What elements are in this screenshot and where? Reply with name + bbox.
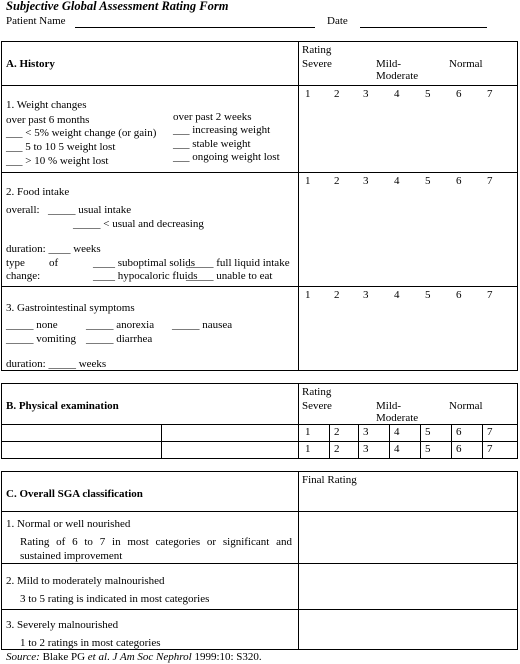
rating-number-7[interactable]: 7: [487, 175, 493, 187]
weight-option[interactable]: ___ > 10 % weight lost: [6, 155, 109, 167]
rating-number-4[interactable]: 4: [394, 88, 400, 100]
food-option[interactable]: _____ usual intake: [48, 204, 132, 216]
rating-number-6[interactable]: 6: [456, 289, 462, 301]
mild-label: Mild-: [376, 400, 402, 412]
rating-number-2[interactable]: 2: [334, 289, 340, 301]
rating-number-1[interactable]: 1: [305, 426, 311, 438]
class-mild-desc: 3 to 5 rating is indicated in most categories: [20, 593, 210, 605]
class-normal-title: 1. Normal or well nourished: [6, 518, 131, 530]
rating-number-5[interactable]: 5: [425, 443, 431, 455]
gi-duration[interactable]: duration: _____ weeks: [6, 358, 107, 370]
final-rating-mild-cell[interactable]: [300, 564, 517, 608]
gi-symptoms-title: 3. Gastrointestinal symptoms: [6, 302, 135, 314]
rating-number-5[interactable]: 5: [425, 426, 431, 438]
normal-label: Normal: [449, 400, 483, 412]
scale-cell-divider: [358, 441, 359, 459]
rating-number-2[interactable]: 2: [334, 88, 340, 100]
rating-number-1[interactable]: 1: [305, 88, 311, 100]
weight-changes-title: 1. Weight changes: [6, 99, 87, 111]
food-option[interactable]: _____ full liquid intake: [186, 257, 290, 269]
scale-cell-divider: [482, 441, 483, 459]
date-field[interactable]: [360, 27, 487, 28]
rating-number-4[interactable]: 4: [394, 426, 400, 438]
class-mild-title: 2. Mild to moderately malnourished: [6, 575, 165, 587]
rating-number-1[interactable]: 1: [305, 443, 311, 455]
rating-number-2[interactable]: 2: [334, 426, 340, 438]
overall-heading: C. Overall SGA classification: [6, 488, 143, 500]
moderate-label: Moderate: [376, 70, 419, 82]
source-note: [6, 651, 262, 663]
scale-cell-divider: [329, 441, 330, 459]
source-text: .: [107, 651, 113, 663]
form-title: Subjective Global Assessment Rating Form: [6, 0, 229, 13]
gi-option[interactable]: _____ vomiting: [6, 333, 76, 345]
moderate-label: Moderate: [376, 412, 419, 424]
food-option[interactable]: ____ hypocaloric fluids: [93, 270, 198, 282]
rating-number-4[interactable]: 4: [394, 175, 400, 187]
scale-cell-divider: [329, 424, 330, 441]
past-6-months-label: over past 6 months: [6, 114, 90, 126]
rating-number-2[interactable]: 2: [334, 443, 340, 455]
class-severe-title: 3. Severely malnourished: [6, 619, 119, 631]
rating-number-3[interactable]: 3: [363, 426, 369, 438]
rating-number-6[interactable]: 6: [456, 443, 462, 455]
weight-option[interactable]: ___ ongoing weight lost: [173, 151, 280, 163]
history-heading: A. History: [6, 58, 55, 70]
class-severe-desc: 1 to 2 ratings in most categories: [20, 637, 161, 649]
food-option[interactable]: _____ < usual and decreasing: [73, 218, 204, 230]
gi-option[interactable]: _____ diarrhea: [86, 333, 153, 345]
source-journal: J Am Soc Nephrol: [112, 651, 192, 663]
rating-label: Rating: [302, 386, 332, 398]
history-divider: [298, 41, 299, 371]
physical-rule-1: [1, 424, 518, 425]
change-label: change:: [6, 270, 41, 282]
history-header-rule: [1, 85, 518, 86]
final-rating-normal-cell[interactable]: [300, 512, 517, 562]
type-label: type: [6, 257, 25, 269]
rating-label: Rating: [302, 44, 332, 56]
scale-cell-divider: [389, 441, 390, 459]
rating-number-5[interactable]: 5: [425, 289, 431, 301]
scale-cell-divider: [358, 424, 359, 441]
scale-cell-divider: [389, 424, 390, 441]
rating-number-2[interactable]: 2: [334, 175, 340, 187]
final-rating-label: Final Rating: [302, 474, 357, 486]
scale-cell-divider: [451, 424, 452, 441]
mild-label: Mild-: [376, 58, 402, 70]
physical-rule-2: [1, 441, 518, 442]
rating-number-7[interactable]: 7: [487, 443, 493, 455]
source-etal: et al: [87, 651, 108, 663]
of-label: of: [49, 257, 59, 269]
rating-number-3[interactable]: 3: [363, 289, 369, 301]
source-text: Blake PG: [39, 651, 88, 663]
weight-option[interactable]: ___ stable weight: [173, 138, 251, 150]
weight-option[interactable]: ___ increasing weight: [173, 124, 271, 136]
food-intake-title: 2. Food intake: [6, 186, 70, 198]
overall-label: overall:: [6, 204, 40, 216]
source-text: 1999:10: S320.: [191, 651, 262, 663]
gi-option[interactable]: _____ none: [6, 319, 58, 331]
rating-number-7[interactable]: 7: [487, 88, 493, 100]
rating-number-6[interactable]: 6: [456, 88, 462, 100]
physical-section: [1, 383, 518, 459]
normal-label: Normal: [449, 58, 483, 70]
rating-number-7[interactable]: 7: [487, 426, 493, 438]
rating-number-5[interactable]: 5: [425, 88, 431, 100]
gi-option[interactable]: _____ nausea: [172, 319, 233, 331]
final-rating-severe-cell[interactable]: [300, 610, 517, 649]
past-2-weeks-label: over past 2 weeks: [173, 111, 252, 123]
overall-divider: [298, 471, 299, 650]
weight-option[interactable]: ___ 5 to 10 5 weight lost: [6, 141, 116, 153]
rating-number-3[interactable]: 3: [363, 443, 369, 455]
severe-label: Severe: [302, 400, 332, 412]
food-option[interactable]: _____ unable to eat: [186, 270, 273, 282]
physical-heading: B. Physical examination: [6, 400, 119, 412]
rating-number-5[interactable]: 5: [425, 175, 431, 187]
severe-label: Severe: [302, 58, 332, 70]
gi-option[interactable]: _____ anorexia: [86, 319, 155, 331]
source-label: Source:: [6, 651, 40, 663]
history-rule-2: [1, 286, 518, 287]
weight-option[interactable]: ___ < 5% weight change (or gain): [6, 127, 157, 139]
date-label: Date: [327, 15, 348, 27]
rating-number-7[interactable]: 7: [487, 289, 493, 301]
scale-cell-divider: [482, 424, 483, 441]
rating-number-6[interactable]: 6: [456, 175, 462, 187]
food-duration[interactable]: duration: ____ weeks: [6, 243, 101, 255]
physical-divider: [298, 383, 299, 459]
scale-cell-divider: [420, 424, 421, 441]
rating-number-3[interactable]: 3: [363, 88, 369, 100]
rating-number-4[interactable]: 4: [394, 289, 400, 301]
scale-cell-divider: [451, 441, 452, 459]
rating-number-4[interactable]: 4: [394, 443, 400, 455]
food-option[interactable]: ____ suboptimal solids: [93, 257, 196, 269]
rating-number-3[interactable]: 3: [363, 175, 369, 187]
rating-number-6[interactable]: 6: [456, 426, 462, 438]
scale-cell-divider: [420, 441, 421, 459]
rating-number-1[interactable]: 1: [305, 175, 311, 187]
class-normal-desc: Rating of 6 to 7 in most categories or significant and sustained improvement: [20, 536, 292, 562]
rating-number-1[interactable]: 1: [305, 289, 311, 301]
history-rule-1: [1, 172, 518, 173]
patient-name-field[interactable]: [75, 27, 315, 28]
patient-name-label: Patient Name: [6, 15, 66, 27]
